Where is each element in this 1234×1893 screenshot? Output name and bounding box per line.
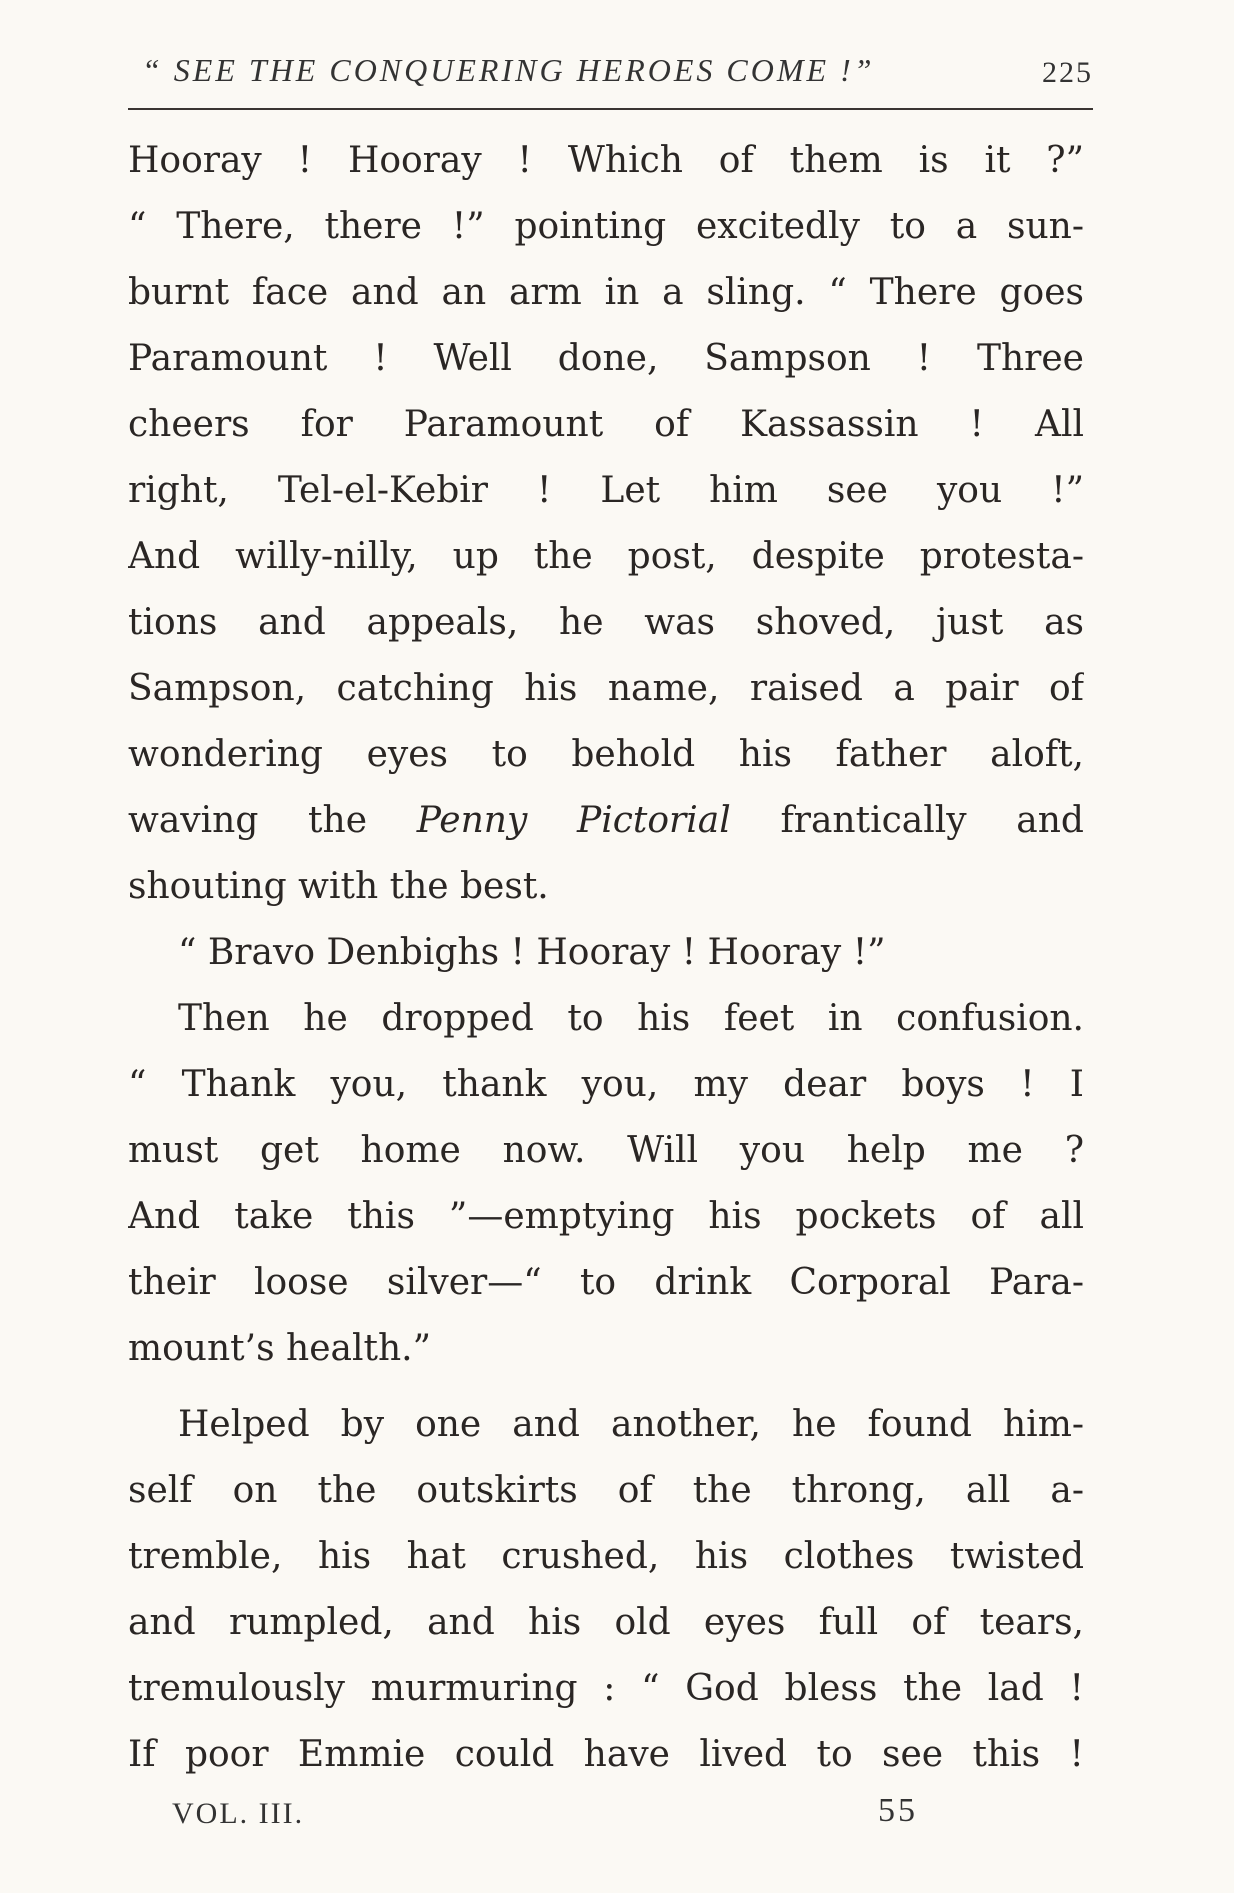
text-line: Then he dropped to his feet in confusion. [178,998,1084,1039]
text-line: If poor Emmie could have lived to see this ! [128,1734,1084,1775]
text-line: tremulously murmuring : “ God bless the lad ! [128,1668,1084,1709]
text-line: right, Tel-el-Kebir ! Let him see you !” [128,470,1084,511]
text-line: Helped by one and another, he found him- [178,1404,1084,1445]
text-line: wondering eyes to behold his father aloft, [128,734,1084,775]
text-line: Sampson, catching his name, raised a pair of [128,668,1084,709]
gathering-signature: 55 [878,1792,918,1829]
text-line: “ Thank you, thank you, my dear boys ! I [128,1064,1084,1105]
running-head-title: “ SEE THE CONQUERING HEROES COME !” [142,52,875,88]
text-fragment: waving the [128,800,368,841]
text-line: cheers for Paramount of Kassassin ! All [128,404,1084,445]
paragraph-gap [128,1382,1084,1392]
text-line: Paramount ! Well done, Sampson ! Three [128,338,1084,379]
running-head [128,50,1093,100]
text-line: mount’s health.” [128,1328,431,1369]
text-line: their loose silver—“ to drink Corporal Para- [128,1262,1084,1303]
text-line: “ Bravo Denbighs ! Hooray ! Hooray !” [178,932,886,973]
body-text [128,128,1084,1788]
text-line: tremble, his hat crushed, his clothes twisted [128,1536,1084,1577]
italic-title-penny-pictorial: Penny Pictorial [416,800,731,841]
page-number: 225 [1042,56,1093,89]
text-line-with-italic [128,788,1084,854]
text-line: burnt face and an arm in a sling. “ There goes [128,272,1084,313]
text-line: And willy-nilly, up the post, despite protesta- [128,536,1084,577]
text-line: self on the outskirts of the throng, all a- [128,1470,1084,1511]
text-line: And take this ”—emptying his pockets of all [128,1196,1084,1237]
text-line: “ There, there !” pointing excitedly to a sun- [128,206,1084,247]
text-line: tions and appeals, he was shoved, just as [128,602,1084,643]
text-line: Hooray ! Hooray ! Which of them is it ?” [128,140,1084,181]
text-line: shouting with the best. [128,866,549,907]
text-line: and rumpled, and his old eyes full of tears, [128,1602,1084,1643]
text-fragment: frantically and [780,800,1084,841]
text-line: must get home now. Will you help me ? [128,1130,1084,1171]
volume-signature: VOL. III. [172,1797,305,1830]
header-rule [128,108,1093,110]
